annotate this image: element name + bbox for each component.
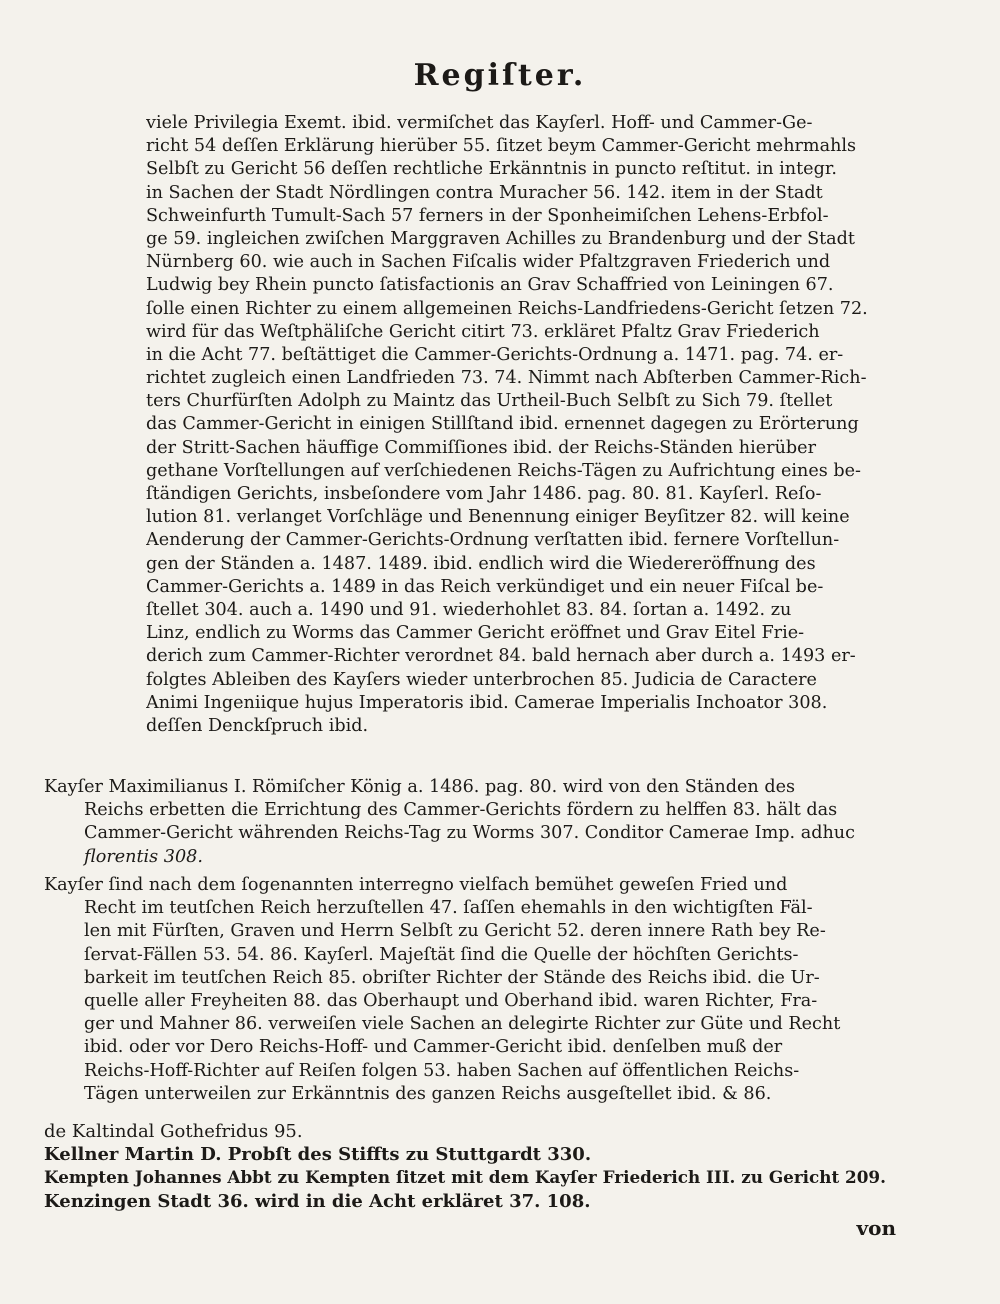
entry-line: ger und Mahner 86. verweiſen viele Sachen an delegirte Richter zur Güte und Recht xyxy=(84,1014,841,1035)
continuation-entry xyxy=(146,112,901,738)
text-line: richtet zugleich einen Landfrieden 73. 74. Nimmt nach Abſterben Cammer-Rich- xyxy=(146,368,867,389)
text-line: ters Churfürſten Adolph zu Maintz das Urtheil-Buch Selbſt zu Sich 79. ſtellet xyxy=(146,391,833,412)
text-line: in die Acht 77. beſtättiget die Cammer-Gerichts-Ordnung a. 1471. pag. 74. er- xyxy=(146,344,844,365)
entry-line: len mit Fürſten, Graven und Herrn Selbſt zu Gericht 52. deren innere Rath bey Re- xyxy=(84,921,826,942)
entry-line: ſervat-Fällen 53. 54. 86. Kayſerl. Majeſtät ſind die Quelle der höchſten Gerichts- xyxy=(84,944,799,965)
text-line: das Cammer-Gericht in einigen Stillſtand ibid. ernennet dagegen zu Erörterung xyxy=(146,414,859,435)
text-line: ge 59. ingleichen zwiſchen Marggraven Achilles zu Brandenburg und der Stadt xyxy=(146,228,856,249)
index-entry-kellner: Kellner Martin D. Probſt des Stiffts zu Stuttgardt 330. xyxy=(44,1144,592,1166)
entry-line: Tägen unterweilen zur Erkänntnis des ganzen Reichs ausgeſtellet ibid. & 86. xyxy=(84,1083,772,1104)
text-line: Ludwig bey Rhein puncto ſatisfactionis an Grav Schaffried von Leiningen 67. xyxy=(146,275,834,296)
entry-line: quelle aller Freyheiten 88. das Oberhaupt und Oberhand ibid. waren Richter, Fra- xyxy=(84,990,818,1011)
catchword: von xyxy=(856,1216,896,1240)
entry-line: Kayſer ſind nach dem ſogenannten interregno vielfach bemühet geweſen Fried und xyxy=(44,875,788,895)
entry-line: Cammer-Gericht währenden Reichs-Tag zu Worms 307. Conditor Camerae Imp. adhuc xyxy=(84,823,855,844)
entry-line: florentis 308. xyxy=(84,846,203,867)
page-title: Regiſter. xyxy=(413,58,587,93)
index-entry-kempten: Kempten Johannes Abbt zu Kempten ſitzet mit dem Kayſer Friederich III. zu Gericht 209. xyxy=(44,1167,886,1188)
text-line: in Sachen der Stadt Nördlingen contra Muracher 56. 142. item in der Stadt xyxy=(146,182,823,203)
text-line: folgtes Ableiben des Kayſers wieder unterbrochen 85. Judicia de Caractere xyxy=(146,669,817,690)
text-line: Nürnberg 60. wie auch in Sachen Fiſcalis wider Pfaltzgraven Friederich und xyxy=(146,252,831,273)
index-entry-kayser-maximilianus xyxy=(44,776,899,869)
text-line: derich zum Cammer-Richter verordnet 84. bald hernach aber durch a. 1493 er- xyxy=(146,646,856,667)
text-line: lution 81. verlanget Vorſchläge und Benennung einiger Beyſitzer 82. will keine xyxy=(146,507,850,528)
text-line: der Stritt-Sachen häuffige Commiſſiones ibid. der Reichs-Ständen hierüber xyxy=(146,437,817,458)
text-line: gen der Ständen a. 1487. 1489. ibid. endlich wird die Wiedereröffnung des xyxy=(146,553,816,574)
text-line: richt 54 deſſen Erklärung hierüber 55. ſitzet beym Cammer-Gericht mehrmahls xyxy=(146,136,857,157)
text-line: ſtändigen Gerichts, insbeſondere vom Jahr 1486. pag. 80. 81. Kayſerl. Reſo- xyxy=(146,484,822,504)
text-line: ſolle einen Richter zu einem allgemeinen Reichs-Landfriedens-Gericht ſetzen 72. xyxy=(146,298,868,319)
entry-line: Reichs erbetten die Errichtung des Cammer-Gerichts fördern zu helffen 83. hält das xyxy=(84,800,838,821)
text-line: Schweinfurth Tumult-Sach 57 ferners in der Sponheimiſchen Lehens-Erbfol- xyxy=(146,205,829,226)
entry-line: barkeit im teutſchen Reich 85. obriſter Richter der Stände des Reichs ibid. die Ur- xyxy=(84,967,820,988)
index-entry-kenzingen: Kenzingen Stadt 36. wird in die Acht erkläret 37. 108. xyxy=(44,1190,591,1212)
entry-line: Kayſer Maximilianus I. Römiſcher König a. 1486. pag. 80. wird von den Ständen des xyxy=(44,777,796,797)
text-line: Linz, endlich zu Worms das Cammer Gericht eröffnet und Grav Eitel Frie- xyxy=(146,623,805,644)
text-line: ſtellet 304. auch a. 1490 und 91. wiederhohlet 83. 84. ſortan a. 1492. zu xyxy=(146,599,792,620)
text-line: Selbſt zu Gericht 56 deſſen rechtliche Erkänntnis in puncto reſtitut. in integr. xyxy=(146,159,837,180)
entry-line: Recht im teutſchen Reich herzuſtellen 47. ſaſſen ehemahls in den wichtigſten Fäl- xyxy=(84,898,813,919)
text-line: Cammer-Gerichts a. 1489 in das Reich verkündiget und ein neuer Fiſcal be- xyxy=(146,576,824,597)
index-entry-kaltindal: de Kaltindal Gothefridus 95. xyxy=(44,1121,303,1142)
text-line: gethane Vorſtellungen auf verſchiedenen Reichs-Tägen zu Aufrichtung eines be- xyxy=(146,460,861,481)
text-line: wird für das Weſtphäliſche Gericht citirt 73. erkläret Pfaltz Grav Friederich xyxy=(146,321,820,342)
short-entries xyxy=(44,1120,899,1213)
entry-line: Reichs-Hoff-Richter auf Reiſen folgen 53. haben Sachen auf öffentlichen Reichs- xyxy=(84,1060,800,1081)
index-entry-kayser xyxy=(44,874,899,1106)
entry-line: ibid. oder vor Dero Reichs-Hoff- und Cammer-Gericht ibid. denſelben muß der xyxy=(84,1037,783,1058)
text-line: viele Privilegia Exemt. ibid. vermiſchet das Kayſerl. Hoff- und Cammer-Ge- xyxy=(146,113,813,133)
text-line: Animi Ingeniique hujus Imperatoris ibid. Camerae Imperialis Inchoator 308. xyxy=(146,692,828,713)
text-line: deſſen Denckſpruch ibid. xyxy=(146,715,369,736)
text-line: Aenderung der Cammer-Gerichts-Ordnung verſtatten ibid. fernere Vorſtellun- xyxy=(146,530,840,551)
